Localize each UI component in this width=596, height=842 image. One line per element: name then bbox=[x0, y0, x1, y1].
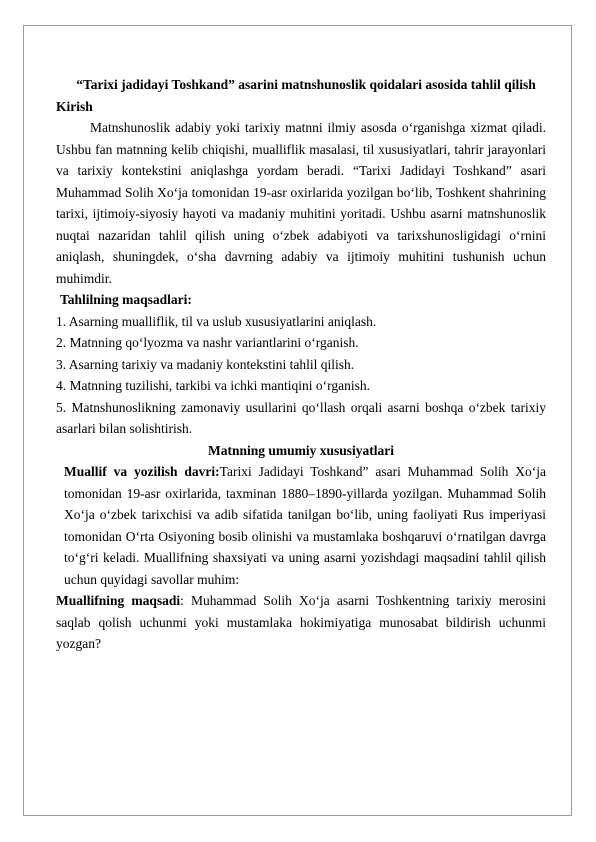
document-title: “Tarixi jadidayi Toshkand” asarini matnshunoslik qoidalari asosida tahlil qilish bbox=[76, 77, 536, 92]
goal-item: 1. Asarning mualliflik, til va uslub xususiyatlarini aniqlash. bbox=[56, 313, 377, 329]
goals-heading: Tahlilning maqsadlari: bbox=[60, 292, 192, 307]
author-text: Tarixi Jadidayi Toshkand” asari Muhammad Solih Xo‘ja tomonidan 19-asr oxirlarida, taxminan 1880–1890-yillarda yozilgan. Muhammad Solih Xo‘ja o‘zbek tarixchisi va adib sifatida tanilgan bo‘lib, uning faoliyati Rus imperiyasi tomonidan O‘rta Osiyoning bosib olinishi va mustamlaka boshqaruvi o‘rnatilgan davrga to‘g‘ri keladi. Muallifning shaxsiyati va uning asarni yozishdagi maqsadini tahlil qilish uchun quyidagi savollar muhim: bbox=[64, 464, 546, 587]
purpose-text: : Muhammad Solih Xo‘ja asarni Toshkentning tarixiy merosini saqlab qolish uchunmi yoki mustamlaka hokimiyatiga munosabat bildirish uchunmi yozgan? bbox=[56, 593, 547, 651]
author-label: Muallif va yozilish davri: bbox=[64, 464, 220, 479]
document-body bbox=[56, 74, 546, 655]
purpose-label: Muallifning maqsadi bbox=[56, 593, 181, 608]
goal-item: 3. Asarning tarixiy va madaniy kontekstini tahlil qilish. bbox=[56, 356, 355, 372]
intro-paragraph: Matnshunoslik adabiy yoki tarixiy matnni ilmiy asosda o‘rganishga xizmat qiladi. Ushbu fan matnning kelib chiqishi, mualliflik masalasi, til xususiyatlari, tahrir jarayonlari va tarixiy kontekstini aniqlashga yordam beradi. “Tarixi Jadidayi Toshkand” asari Muhammad Solih Xo‘ja tomonidan 19-asr oxirlarida yozilgan bo‘lib, Toshkent shahrining tarixi, ijtimoiy-siyosiy hayoti va madaniy muhitini yoritadi. Ushbu asarni matnshunoslik nuqtai nazaridan tahlil qilish uning o‘zbek adabiyoti va tarixshunosligidagi o‘rnini aniqlash, shuningdek, o‘sha davrning adabiy va ijtimoiy muhitini tushunish uchun muhimdir. bbox=[56, 120, 546, 286]
goal-item: 2. Matnning qo‘lyozma va nashr variantlarini o‘rganish. bbox=[56, 335, 359, 350]
goal-item: 4. Matnning tuzilishi, tarkibi va ichki mantiqini o‘rganish. bbox=[56, 378, 370, 393]
purpose-paragraph bbox=[56, 590, 546, 655]
intro-heading: Kirish bbox=[56, 98, 93, 114]
goal-item: 5. Matnshunoslikning zamonaviy usullarini qo‘llash orqali asarni boshqa o‘zbek tarixiy asarlari bilan solishtirish. bbox=[56, 399, 546, 436]
author-paragraph bbox=[56, 461, 546, 590]
section-heading: Matnning umumiy xususiyatlari bbox=[207, 442, 395, 458]
